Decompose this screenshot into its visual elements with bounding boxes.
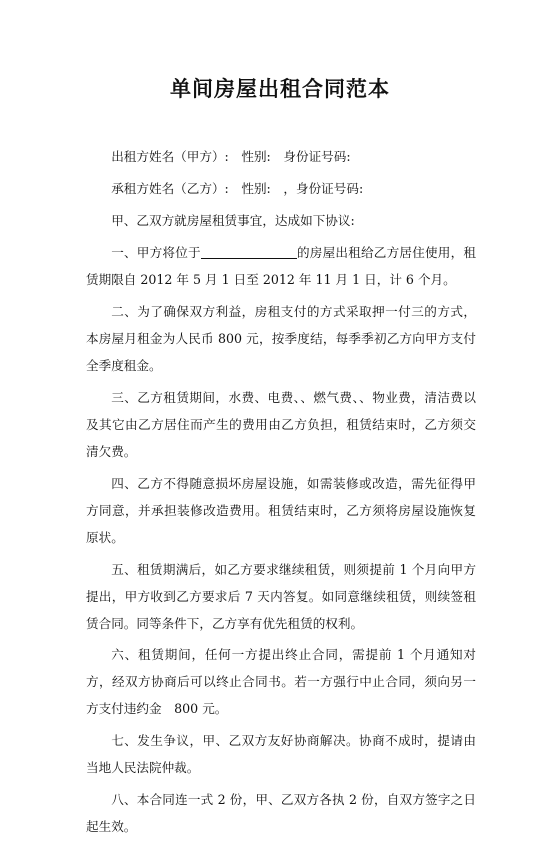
clause-1-start: 一、甲方将位于 — [111, 245, 201, 260]
clause-1 — [86, 239, 476, 293]
party-b-line: 承租方姓名（乙方）: 性别: ，身份证号码: — [111, 181, 364, 196]
party-a-line: 出租方姓名（甲方）: 性别: 身份证号码: — [111, 149, 351, 164]
clause-3: 三、乙方租赁期间，水费、电费、、燃气费、、物业费，清洁费以及其它由乙方居住而产生的费用由乙方负担，租赁结束时，乙方须交清欠费。 — [86, 390, 476, 459]
clause-5: 五、租赁期满后，如乙方要求继续租赁，则须提前 1 个月向甲方提出，甲方收到乙方要求后 7 天内答复。如同意继续租赁，则续签租赁合同。同等条件下，乙方享有优先租赁的权利。 — [86, 562, 476, 631]
clause-4: 四、乙方不得随意损坏房屋设施，如需装修或改造，需先征得甲方同意，并承担装修改造费用。租赁结束时，乙方须将房屋设施恢复原状。 — [86, 476, 476, 545]
address-blank-line — [201, 244, 297, 259]
clause-7: 七、发生争议，甲、乙双方友好协商解决。协商不成时，提请由当地人民法院仲裁。 — [86, 733, 476, 775]
clause-2: 二、为了确保双方利益，房租支付的方式采取押一付三的方式，本房屋月租金为人民币 800 元，按季度结，每季季初乙方向甲方支付全季度租金。 — [86, 304, 476, 373]
document-body — [86, 143, 476, 845]
clause-6: 六、租赁期间，任何一方提出终止合同，需提前 1 个月通知对方，经双方协商后可以终止合同书。若一方强行中止合同，须向另一方支付违约金 800 元。 — [86, 647, 476, 716]
agreement-intro: 甲、乙双方就房屋租赁事宜，达成如下协议: — [111, 213, 355, 228]
clause-1-end: 的房屋出租给乙方居住使用，租赁期限自 2012 年 5 月 1 日至 2012 年 11 月 1 日，计 6 个月。 — [86, 245, 477, 287]
clause-8: 八、本合同连一式 2 份，甲、乙双方各执 2 份，自双方签字之日起生效。 — [86, 792, 476, 834]
document-title: 单间房屋出租合同范本 — [170, 76, 390, 101]
